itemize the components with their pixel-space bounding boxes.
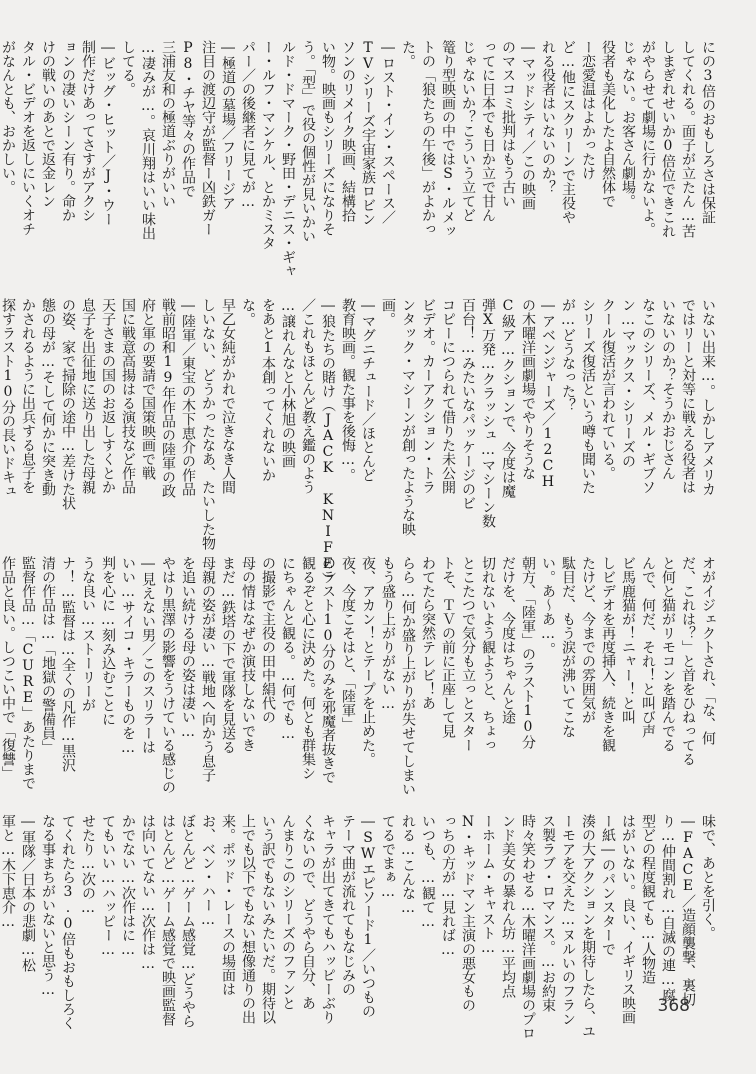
text-column: 注目の渡辺守が監督ー凶鉄ガー [200, 40, 216, 236]
text-column: しいない、どうかったなあ、たいした物 [200, 298, 216, 550]
text-column: TVシリーズ宇宙家族ロビン [360, 40, 376, 226]
text-column: は向いてない…次作は… [140, 814, 156, 972]
text-column: ってに日本でも日か立で甘ん [480, 40, 496, 222]
text-column: いい…サイコ・キラーものを… [120, 556, 136, 756]
text-column: かされるように出兵する息子を [20, 298, 36, 494]
text-column: た。 [400, 40, 416, 68]
text-column: N・キッドマン主演の悪女もの [460, 814, 476, 1012]
text-column: がやらせて劇場に行かないよ。 [640, 40, 656, 236]
text-column: 時々笑わせる…木曜洋画劇場のプロ [520, 814, 536, 1040]
text-column: ス製ラブ・ロマンス。…お約束 [540, 814, 556, 1012]
text-column: はとんど…ゲーム感覚で映画監督 [160, 814, 176, 1026]
text-column: トの「狼たちの午後」がよかっ [420, 40, 436, 236]
text-column: 監督作品…「CURE」あたりまで [20, 556, 36, 790]
text-column: にの3倍のおもしろさは保証 [700, 40, 716, 224]
tier-1 [0, 40, 718, 278]
text-column: パー／の後継者に見てが… [240, 40, 256, 210]
text-column: 来。ポッド・レースの場面は [220, 814, 236, 996]
text-column: ではリーと対等に戦える役者は [680, 298, 696, 494]
text-column: まだ…鉄塔の下で軍隊を見送る [220, 556, 236, 754]
text-column: の木曜洋画劇場でやりそうな [520, 298, 536, 480]
text-column: C級ア…クションで、今度は魔 [500, 298, 516, 498]
text-column: とこたつで気分も立っとスター [460, 556, 476, 752]
text-column: ―ロスト・イン・スペース／ [380, 40, 396, 224]
text-column: てもいい…ハッピー… [100, 814, 116, 958]
text-column: 判を心に…刻み込むことに [100, 556, 116, 726]
text-column: 役者も美化したよ自然体で [600, 40, 616, 208]
text-column: ―極道の墓場／フリージア [220, 40, 236, 210]
text-column: れる…こんな… [400, 814, 416, 916]
text-column: 篭り型映画の中ではS・ルメッ [440, 40, 456, 238]
text-column: けの戦いのあとで返金レン [40, 40, 56, 208]
text-column: ー紙―のパンスターで [600, 814, 616, 956]
text-column: なる事まちがいないと思う… [40, 814, 56, 998]
tier-4 [0, 814, 718, 1040]
text-column: ―狼たちの賭け（JACK KNIFE） [320, 298, 336, 586]
text-column: んで、何だ、それ！と叫び声 [640, 556, 656, 738]
text-column: ョンの凄いシーン有り。命か [60, 40, 76, 222]
text-column: 息子を出征地に送り出した母親 [80, 298, 96, 494]
text-column: 味で、あとを引く。 [700, 814, 716, 940]
text-column: 湊の大アクションを期待したら、ユ [580, 814, 596, 1038]
text-column: ―見えない男／このスリラーは [140, 556, 156, 754]
text-column: ―SWエピソード1／いつもの [360, 814, 376, 1018]
text-column: っちの方が…見れば… [440, 814, 456, 958]
text-column: ―マッドシティ／この映画 [520, 40, 536, 210]
text-column: ―ビッグ・ヒット／J・ウー [100, 40, 116, 226]
text-column: シリーズ復活という噂も聞いた [580, 298, 596, 494]
text-column: らら…何か盛り上がりが失せてしまい [400, 556, 416, 796]
text-column: 天子さまの国のお返しすくとか [100, 298, 116, 494]
text-column: 軍と…木下恵介… [0, 814, 16, 930]
text-column: だけを、今度はちゃんと途 [500, 556, 516, 724]
text-column: 切れないよう観ようと、ちょっ [480, 556, 496, 752]
text-column: ビデオ。カーアクション・トラ [420, 298, 436, 494]
text-column: ルド・ドマーク・野田・デニス・ギャ [280, 40, 296, 278]
text-column: テーマ曲が流れてもなじみの [340, 814, 356, 996]
text-column: うな良い…ストーリーが [80, 556, 96, 712]
text-column: …譲れんなと小林旭の映画 [280, 298, 296, 468]
text-column: 戦前昭和19年作品の陸軍の政 [160, 298, 176, 498]
text-column: いつも、…観て… [420, 814, 436, 930]
text-column: 型どの程度観ても…人物造 [640, 814, 656, 984]
text-column: しまぎれせいか0倍位できこれ [660, 40, 676, 238]
text-column: 駄目だ、もう涙が沸いてこな [560, 556, 576, 738]
text-column: わてたら突然テレビ！あ [420, 556, 436, 710]
text-column: を追い続ける母の姿は凄い… [180, 556, 196, 740]
text-column: のラスト10分のみを邪魔者抜きで [320, 556, 336, 784]
text-column: 夜、アカン！とテープを止めた。 [360, 556, 376, 766]
text-column: せたり…次の… [80, 814, 96, 916]
text-column: 態の母が…そして何かに突き動 [40, 298, 56, 496]
text-column: はがいない。良い、イギリス映画 [620, 814, 636, 1024]
text-column: しビデオを再度挿入、続きを観 [600, 556, 616, 752]
text-column: やはり黒澤の影響をうけている感じの [160, 556, 176, 794]
text-column: ー恋愛温はよかったけ [580, 40, 596, 180]
text-column: ぼとんど…ゲーム感覚…どうやら [180, 814, 196, 1028]
text-column: コピーにつられて借りた未公開 [440, 298, 456, 494]
text-column: じゃない。お客さん劇場。 [620, 40, 636, 208]
text-column: なこのシリーズ、メル・ギブソ [640, 298, 656, 494]
text-column: の姿、家で掃除の途中…差けた状 [60, 298, 76, 510]
text-column: キャラが出てきてもハッピーぶり [320, 814, 336, 1024]
text-column: ―軍隊／日本の悲劇…松 [20, 814, 36, 972]
text-column: オがイジェクトされ、「な、何 [700, 556, 716, 745]
text-column: タル・ビデオを返しにいくオチ [20, 40, 36, 236]
text-column: ーモアを交えた…ヌルいのフラン [560, 814, 576, 1026]
tier-3 [0, 556, 718, 796]
text-column: ／これもほとんど教え鑑のよう [300, 298, 316, 494]
text-column: 三浦友和の極道ぶりがいい [160, 40, 176, 208]
text-column: と何と猫がリモコンを踏んでる [660, 556, 676, 752]
text-column: 朝方、「陸軍」のラスト10分 [520, 556, 536, 749]
text-column: い。あ〜あ…。 [540, 556, 556, 656]
text-column: …凄みが…。哀川翔はいい味出 [140, 40, 156, 240]
text-column: ―FACE／造顔襲撃、裏切 [680, 814, 696, 1006]
text-column: にちゃんと観る。…何でも… [280, 556, 296, 742]
text-column: 観るぞと心に決めた。何とも群集シ [300, 556, 316, 780]
text-column: のマスコミ批判はもう古い [500, 40, 516, 208]
text-column: 国に戦意高揚はる演技など作品 [120, 298, 136, 494]
text-column: ンド美女の暴れん坊…平均点 [500, 814, 516, 998]
text-column: 母の情はなぜか演技しないでき [240, 556, 256, 752]
text-column: クール復活が言われている。 [600, 298, 616, 480]
text-column: ど…他にスクリーンで主役や [560, 40, 576, 224]
text-column: ン…マックス・シリーズの [620, 298, 636, 468]
text-column: をあと1本創ってくれないか [260, 298, 276, 482]
text-column: い物。映画もシリーズになりそ [320, 40, 336, 236]
text-column: 制作だけあってさすがアクシ [80, 40, 96, 222]
text-column: がなんとも、おかしい。 [0, 40, 16, 194]
text-column: の撮影で主役の田中絹代の [260, 556, 276, 724]
text-column: 夜、今度こそはと、「陸軍」 [340, 556, 356, 731]
text-column: ―マグニチュード／ほとんど [360, 298, 376, 482]
text-column: いない出来…。しかしアメリカ [700, 298, 716, 496]
text-column: ―陸軍／東宝の木下恵介の作品 [180, 298, 196, 496]
text-column: れる役者はいないのか？ [540, 40, 556, 194]
text-column: かでない…次作はに… [120, 814, 136, 958]
text-column: ンタック・マシーンが創ったような映 [400, 298, 416, 536]
page-number: 368 [657, 996, 690, 1016]
text-column: 画。 [380, 298, 396, 326]
text-column: 作品と良い。しつこい中で「復讐」 [0, 556, 16, 780]
text-column: もう盛り上がりがない… [380, 556, 396, 712]
text-column: じゃないか？こういう立てど [460, 40, 476, 222]
text-column: んまりこのシリーズのファンと [280, 814, 296, 1010]
text-column: お、ベン・ハー… [200, 814, 216, 928]
text-column: トそ、ＴＶの前に正座して見 [440, 556, 456, 738]
text-column: ソンのリメイク映画、結構拾 [340, 40, 356, 222]
text-column: してくれる。面子が立たん…苦 [680, 40, 696, 238]
text-column: 府と軍の要請で国策映画で戦 [140, 298, 156, 480]
text-column: う。「型」で役の個性が見いかい [300, 40, 316, 243]
text-column: 上でも以下でもない想像通りの出 [240, 814, 256, 1024]
text-column: 探すラスト10分の長いドキュ [0, 298, 16, 498]
text-column: いないのか？そうかおじさん [660, 298, 676, 480]
text-column: てくれたら3.0倍もおもしろく [60, 814, 76, 1030]
text-column: 弾X万発…クラッシュ…マシーン数 [480, 298, 496, 528]
text-column: いう訳でもないみたいだ。期待以 [260, 814, 276, 1024]
text-column: ーホーム・キャスト… [480, 814, 496, 956]
text-column: が…どうなった？ [560, 298, 576, 412]
text-column: P8・チヤ等々の作品で [180, 40, 196, 198]
text-column: 清の作品は…「地獄の警備員」 [40, 556, 56, 754]
text-column: 母親の姿が凄い…戦地へ向かう息子 [200, 556, 216, 782]
text-column: くないので、どうやら自分、あ [300, 814, 316, 1010]
text-column: な。 [240, 298, 256, 326]
text-column: してる。 [120, 40, 136, 96]
text-column: 早乙女純がかれで泣きなき人間 [220, 298, 236, 494]
text-column: てるでまぁ… [380, 814, 396, 900]
text-column: ー・ルフ・マンケル、とかミスタ [260, 40, 276, 250]
text-column: ナ！…監督は…全くの凡作…黒沢 [60, 556, 76, 772]
text-column: 教育映画。観た事を後悔…。 [340, 298, 356, 482]
text-column: たけど、今までの雰囲気が [580, 556, 596, 724]
text-column: ビ馬鹿猫が！ニャー！と叫 [620, 556, 636, 724]
text-column: だ、これは？」と首をひねってる [680, 556, 696, 766]
tier-2 [0, 298, 718, 586]
text-column: ―アベンジャーズ／12CH [540, 298, 556, 490]
text-column: 百台！…みたいなパッケージのビ [460, 298, 476, 510]
text-column: り…仲間割れ…自滅の連…腐 [660, 814, 676, 1002]
